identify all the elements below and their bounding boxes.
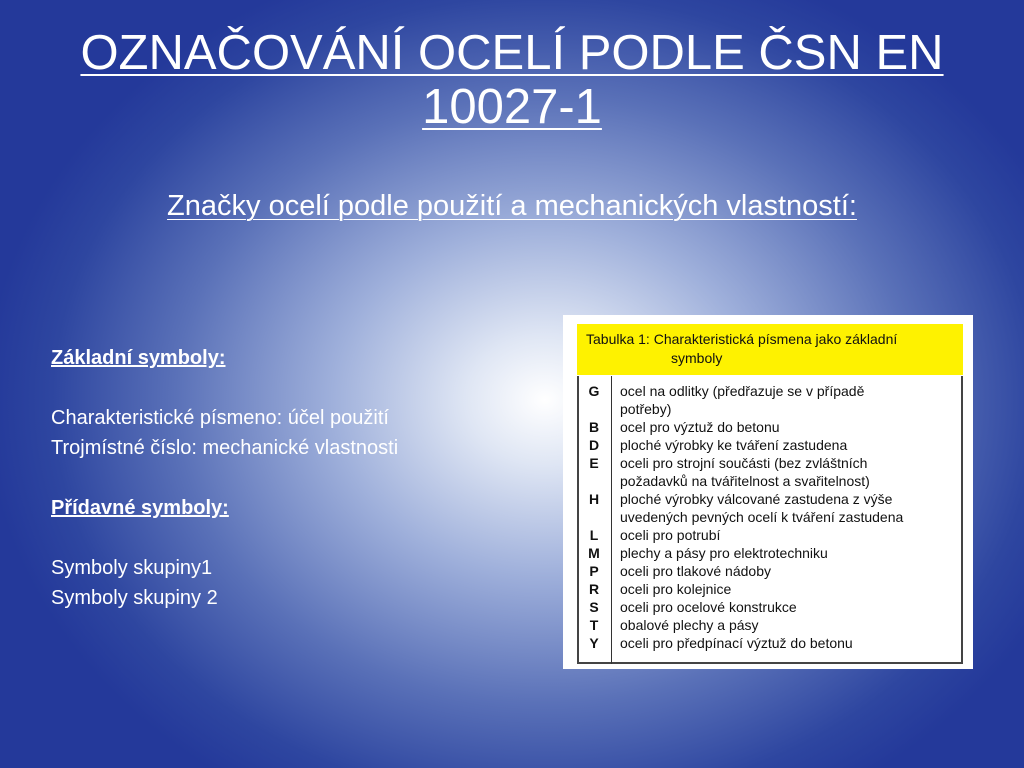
text-line: Symboly skupiny1 <box>51 557 213 579</box>
row-desc: oceli pro strojní součásti (bez zvláštních <box>620 455 868 471</box>
slide-title: OZNAČOVÁNÍ OCELÍ PODLE ČSN EN 10027-1 <box>80 26 944 134</box>
row-code: Y <box>589 635 599 651</box>
row-desc: ocel na odlitky (předřazuje se v případě <box>620 383 865 399</box>
row-desc: obalové plechy a pásy <box>620 617 759 633</box>
slide-subtitle: Značky ocelí podle použití a mechanických vlastností: <box>167 190 857 222</box>
row-desc: ocel pro výztuž do betonu <box>620 419 780 435</box>
heading-extra-symbols: Přídavné symboly: <box>51 497 229 519</box>
row-code: P <box>589 563 599 579</box>
text-line: Trojmístné číslo: mechanické vlastnosti <box>51 437 399 459</box>
caption-line: symboly <box>671 350 723 366</box>
row-desc: ploché výrobky ke tváření zastudena <box>620 437 848 453</box>
row-desc: plechy a pásy pro elektrotechniku <box>620 545 828 561</box>
text-line: Charakteristické písmeno: účel použití <box>51 407 389 429</box>
table-image <box>563 315 973 669</box>
table-caption <box>577 324 963 375</box>
row-code: G <box>588 383 600 399</box>
row-desc: oceli pro tlakové nádoby <box>620 563 771 579</box>
row-desc: oceli pro předpínací výztuž do betonu <box>620 635 853 651</box>
row-desc: požadavků na tvářitelnost a svařitelnost) <box>620 473 870 489</box>
row-code: M <box>588 545 600 561</box>
row-code: B <box>588 419 600 435</box>
row-code: S <box>589 599 599 615</box>
row-desc: potřeby) <box>620 401 672 417</box>
row-desc: ploché výrobky válcované zastudena z výše <box>620 491 893 507</box>
caption-line: Tabulka 1: Charakteristická písmena jako základní <box>586 331 898 347</box>
row-code: E <box>589 455 599 471</box>
row-code: L <box>589 527 599 543</box>
heading-basic-symbols: Základní symboly: <box>51 347 226 369</box>
row-desc: oceli pro kolejnice <box>620 581 732 597</box>
table-divider <box>611 376 612 664</box>
row-code: T <box>589 617 599 633</box>
row-desc: oceli pro potrubí <box>620 527 721 543</box>
row-desc: oceli pro ocelové konstrukce <box>620 599 797 615</box>
row-desc: uvedených pevných ocelí k tváření zastudena <box>620 509 904 525</box>
body-text <box>51 343 551 613</box>
row-code: H <box>588 491 600 507</box>
text-line: Symboly skupiny 2 <box>51 587 218 609</box>
row-code: D <box>588 437 600 453</box>
row-code: R <box>588 581 600 597</box>
